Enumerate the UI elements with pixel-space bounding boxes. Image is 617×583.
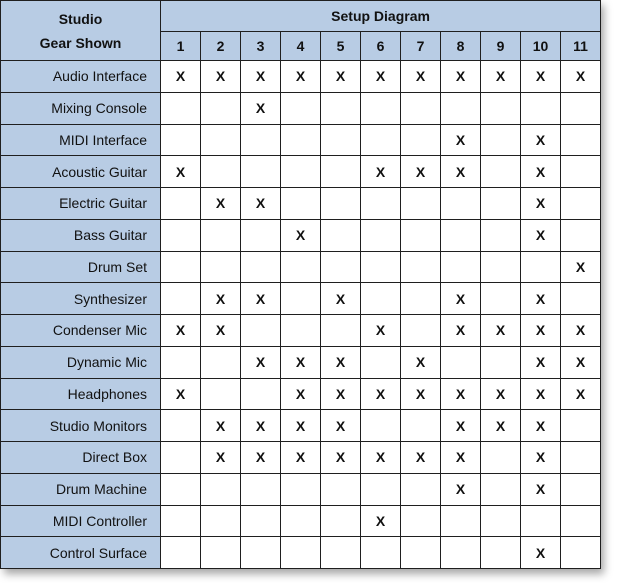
empty-cell	[161, 505, 201, 537]
mark-cell: X	[281, 442, 321, 474]
mark-cell: X	[481, 61, 521, 93]
mark-cell: X	[401, 346, 441, 378]
column-header-11: 11	[561, 32, 601, 61]
mark-cell: X	[201, 283, 241, 315]
column-header-10: 10	[521, 32, 561, 61]
empty-cell	[441, 505, 481, 537]
table-row	[1, 92, 601, 124]
empty-cell	[361, 346, 401, 378]
mark-cell: X	[441, 410, 481, 442]
row-label: Electric Guitar	[1, 188, 161, 220]
table-row	[1, 188, 601, 220]
empty-cell	[161, 410, 201, 442]
row-label: Drum Machine	[1, 473, 161, 505]
empty-cell	[241, 251, 281, 283]
mark-cell: X	[241, 410, 281, 442]
corner-header-line2: Gear Shown	[39, 34, 122, 51]
empty-cell	[401, 473, 441, 505]
mark-cell: X	[521, 61, 561, 93]
empty-cell	[481, 92, 521, 124]
table-row	[1, 346, 601, 378]
mark-cell: X	[201, 315, 241, 347]
column-header-3: 3	[241, 32, 281, 61]
empty-cell	[281, 315, 321, 347]
empty-cell	[281, 156, 321, 188]
empty-cell	[481, 442, 521, 474]
mark-cell: X	[521, 219, 561, 251]
row-label: Drum Set	[1, 251, 161, 283]
empty-cell	[361, 473, 401, 505]
mark-cell: X	[561, 61, 601, 93]
mark-cell: X	[361, 315, 401, 347]
empty-cell	[321, 537, 361, 569]
mark-cell: X	[161, 61, 201, 93]
empty-cell	[201, 473, 241, 505]
mark-cell: X	[441, 315, 481, 347]
empty-cell	[401, 505, 441, 537]
empty-cell	[481, 156, 521, 188]
mark-cell: X	[521, 473, 561, 505]
empty-cell	[321, 473, 361, 505]
mark-cell: X	[241, 61, 281, 93]
mark-cell: X	[361, 378, 401, 410]
table-row	[1, 442, 601, 474]
empty-cell	[561, 537, 601, 569]
mark-cell: X	[281, 410, 321, 442]
mark-cell: X	[401, 378, 441, 410]
empty-cell	[161, 251, 201, 283]
empty-cell	[321, 92, 361, 124]
empty-cell	[321, 156, 361, 188]
mark-cell: X	[241, 442, 281, 474]
row-label: Synthesizer	[1, 283, 161, 315]
empty-cell	[481, 124, 521, 156]
mark-cell: X	[481, 378, 521, 410]
empty-cell	[401, 410, 441, 442]
empty-cell	[161, 442, 201, 474]
table-row	[1, 378, 601, 410]
empty-cell	[241, 219, 281, 251]
empty-cell	[361, 537, 401, 569]
table-row	[1, 537, 601, 569]
empty-cell	[481, 219, 521, 251]
empty-cell	[401, 219, 441, 251]
mark-cell: X	[401, 156, 441, 188]
mark-cell: X	[241, 346, 281, 378]
table-row	[1, 410, 601, 442]
empty-cell	[361, 188, 401, 220]
empty-cell	[321, 219, 361, 251]
empty-cell	[161, 219, 201, 251]
mark-cell: X	[561, 251, 601, 283]
mark-cell: X	[161, 378, 201, 410]
empty-cell	[401, 92, 441, 124]
empty-cell	[241, 473, 281, 505]
empty-cell	[161, 473, 201, 505]
mark-cell: X	[441, 283, 481, 315]
row-label: Control Surface	[1, 537, 161, 569]
empty-cell	[401, 315, 441, 347]
empty-cell	[361, 251, 401, 283]
mark-cell: X	[561, 315, 601, 347]
mark-cell: X	[441, 156, 481, 188]
row-label: Bass Guitar	[1, 219, 161, 251]
empty-cell	[481, 346, 521, 378]
empty-cell	[161, 346, 201, 378]
empty-cell	[481, 473, 521, 505]
empty-cell	[481, 188, 521, 220]
mark-cell: X	[201, 442, 241, 474]
empty-cell	[241, 378, 281, 410]
mark-cell: X	[281, 346, 321, 378]
empty-cell	[441, 537, 481, 569]
mark-cell: X	[361, 442, 401, 474]
empty-cell	[561, 473, 601, 505]
empty-cell	[401, 251, 441, 283]
mark-cell: X	[521, 442, 561, 474]
column-header-7: 7	[401, 32, 441, 61]
mark-cell: X	[521, 410, 561, 442]
empty-cell	[241, 315, 281, 347]
mark-cell: X	[481, 315, 521, 347]
empty-cell	[161, 92, 201, 124]
mark-cell: X	[321, 61, 361, 93]
setup-diagram-header: Setup Diagram	[161, 1, 601, 32]
mark-cell: X	[201, 188, 241, 220]
empty-cell	[521, 251, 561, 283]
empty-cell	[161, 283, 201, 315]
mark-cell: X	[321, 346, 361, 378]
column-header-4: 4	[281, 32, 321, 61]
mark-cell: X	[201, 61, 241, 93]
empty-cell	[481, 505, 521, 537]
column-header-1: 1	[161, 32, 201, 61]
empty-cell	[401, 537, 441, 569]
empty-cell	[361, 219, 401, 251]
empty-cell	[161, 124, 201, 156]
column-header-6: 6	[361, 32, 401, 61]
mark-cell: X	[561, 378, 601, 410]
table-row	[1, 219, 601, 251]
mark-cell: X	[281, 219, 321, 251]
empty-cell	[481, 283, 521, 315]
empty-cell	[401, 188, 441, 220]
empty-cell	[281, 473, 321, 505]
table-row	[1, 61, 601, 93]
empty-cell	[561, 283, 601, 315]
empty-cell	[441, 188, 481, 220]
empty-cell	[561, 188, 601, 220]
empty-cell	[561, 156, 601, 188]
empty-cell	[521, 505, 561, 537]
empty-cell	[241, 505, 281, 537]
empty-cell	[321, 505, 361, 537]
row-label: MIDI Interface	[1, 124, 161, 156]
empty-cell	[441, 251, 481, 283]
empty-cell	[201, 378, 241, 410]
empty-cell	[441, 346, 481, 378]
column-header-9: 9	[481, 32, 521, 61]
mark-cell: X	[521, 188, 561, 220]
mark-cell: X	[281, 378, 321, 410]
row-label: Audio Interface	[1, 61, 161, 93]
empty-cell	[201, 219, 241, 251]
row-label: Acoustic Guitar	[1, 156, 161, 188]
empty-cell	[361, 410, 401, 442]
mark-cell: X	[321, 410, 361, 442]
empty-cell	[201, 346, 241, 378]
table-row	[1, 124, 601, 156]
corner-header	[1, 1, 161, 61]
empty-cell	[281, 505, 321, 537]
mark-cell: X	[361, 156, 401, 188]
table-row	[1, 473, 601, 505]
empty-cell	[561, 92, 601, 124]
empty-cell	[201, 537, 241, 569]
empty-cell	[481, 537, 521, 569]
empty-cell	[441, 219, 481, 251]
empty-cell	[241, 537, 281, 569]
empty-cell	[281, 283, 321, 315]
table-row	[1, 505, 601, 537]
mark-cell: X	[161, 156, 201, 188]
mark-cell: X	[481, 410, 521, 442]
mark-cell: X	[441, 61, 481, 93]
empty-cell	[201, 251, 241, 283]
row-label: MIDI Controller	[1, 505, 161, 537]
mark-cell: X	[321, 283, 361, 315]
mark-cell: X	[321, 442, 361, 474]
empty-cell	[281, 124, 321, 156]
mark-cell: X	[241, 92, 281, 124]
table-row	[1, 156, 601, 188]
mark-cell: X	[441, 378, 481, 410]
empty-cell	[321, 188, 361, 220]
mark-cell: X	[521, 124, 561, 156]
mark-cell: X	[321, 378, 361, 410]
row-label: Direct Box	[1, 442, 161, 474]
mark-cell: X	[201, 410, 241, 442]
empty-cell	[321, 124, 361, 156]
mark-cell: X	[521, 378, 561, 410]
row-label: Condenser Mic	[1, 315, 161, 347]
mark-cell: X	[521, 156, 561, 188]
mark-cell: X	[441, 473, 481, 505]
empty-cell	[281, 251, 321, 283]
empty-cell	[201, 124, 241, 156]
column-header-2: 2	[201, 32, 241, 61]
mark-cell: X	[281, 61, 321, 93]
empty-cell	[441, 92, 481, 124]
empty-cell	[521, 92, 561, 124]
empty-cell	[281, 188, 321, 220]
empty-cell	[321, 251, 361, 283]
empty-cell	[361, 283, 401, 315]
empty-cell	[401, 283, 441, 315]
mark-cell: X	[521, 283, 561, 315]
mark-cell: X	[521, 537, 561, 569]
empty-cell	[361, 92, 401, 124]
row-label: Dynamic Mic	[1, 346, 161, 378]
table-row	[1, 315, 601, 347]
empty-cell	[561, 505, 601, 537]
empty-cell	[281, 92, 321, 124]
empty-cell	[401, 124, 441, 156]
column-header-8: 8	[441, 32, 481, 61]
empty-cell	[201, 92, 241, 124]
empty-cell	[241, 124, 281, 156]
mark-cell: X	[441, 442, 481, 474]
mark-cell: X	[521, 315, 561, 347]
row-label: Studio Monitors	[1, 410, 161, 442]
mark-cell: X	[241, 188, 281, 220]
table-body	[1, 61, 601, 569]
column-header-5: 5	[321, 32, 361, 61]
empty-cell	[201, 505, 241, 537]
mark-cell: X	[401, 442, 441, 474]
empty-cell	[361, 124, 401, 156]
empty-cell	[561, 124, 601, 156]
table-row	[1, 251, 601, 283]
corner-header-line1: Studio	[58, 10, 103, 27]
empty-cell	[201, 156, 241, 188]
mark-cell: X	[241, 283, 281, 315]
empty-cell	[161, 537, 201, 569]
empty-cell	[561, 219, 601, 251]
empty-cell	[561, 442, 601, 474]
table-row	[1, 283, 601, 315]
mark-cell: X	[521, 346, 561, 378]
empty-cell	[281, 537, 321, 569]
empty-cell	[161, 188, 201, 220]
mark-cell: X	[441, 124, 481, 156]
row-label: Headphones	[1, 378, 161, 410]
mark-cell: X	[561, 346, 601, 378]
empty-cell	[481, 251, 521, 283]
mark-cell: X	[401, 61, 441, 93]
mark-cell: X	[361, 61, 401, 93]
header-row-title	[1, 1, 601, 32]
row-label: Mixing Console	[1, 92, 161, 124]
empty-cell	[321, 315, 361, 347]
mark-cell: X	[361, 505, 401, 537]
mark-cell: X	[161, 315, 201, 347]
empty-cell	[561, 410, 601, 442]
empty-cell	[241, 156, 281, 188]
